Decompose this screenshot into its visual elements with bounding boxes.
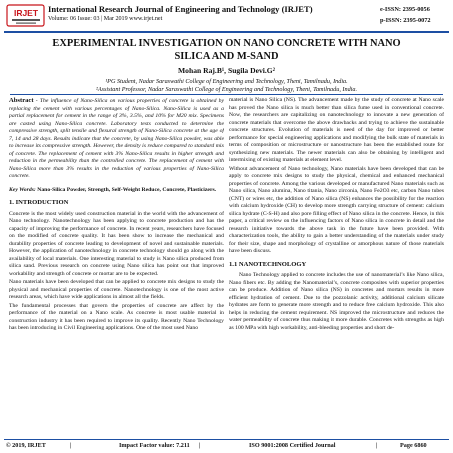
footer-impact-factor: Impact Factor value: 7.211	[119, 442, 190, 449]
p-issn: p-ISSN: 2395-0072	[380, 17, 431, 24]
paper-title	[10, 37, 443, 63]
svg-text:IRJET: IRJET	[13, 8, 39, 18]
nanotech-paragraph: Nano Technology applied to concrete includes the use of nanomaterial’s like Nano silica, Nano fibers etc. By adding the Nanomaterial’s, concrete composites with superior properties can be produce. Addition of Nano silica (NS) in concretes and mortars results in more efficient hydration of cement. Due to the pozzolanic activity, additional calcium silicate hydrates are form to generate more strength and to reduce free calcium hydroxide. This also helps in reducing the cement requirement. NS improved the microstructure and reduces the water permeability of concrete thus making it more durable. Concretes with strengths as high as 100 MPa with high workability, anti-bleeding properties and short de-	[229, 272, 444, 331]
left-column	[9, 97, 224, 437]
right-paragraph-1: material is Nano Silica (NS). The advancement made by the study of concrete at Nano scale has proved the Nano silica is much better than silica fume used in conventional concrete. Now, the researchers are capitalizing on nanotechnology to innovate a new generation of concrete materials that overcome the above drawbacks and trying to achieve the sustainable concrete structures. Evolution of materials is need of the day for improved or better performance for special engineering applications and modifying the bulk state of materials in terms of composition or microstructure or nanostructure has been the established route for synthesizing new materials. The newer materials can also be obtaining by intelligent and intermixing of existing materials at element level.	[229, 97, 444, 163]
journal-title: International Research Journal of Engineering and Technology (IRJET)	[48, 4, 313, 14]
section-heading-nanotechnology: 1.1 NANOTECHNOLOGY	[229, 260, 307, 268]
right-column	[229, 97, 444, 437]
footer-separator: |	[199, 442, 201, 449]
keywords-label: Key Words:	[9, 186, 36, 193]
paper-title-line2: SILICA AND M-SAND	[174, 51, 279, 62]
e-issn: e-ISSN: 2395-0056	[380, 6, 430, 13]
intro-paragraph-1: Concrete is the most widely used construction material in the world with the advancement of Nano technology. Nanotechnology has been applying to concrete production and has the capacity of improving the performance of concrete. In recent years, researchers have focused on the modified of concrete quality. It has been show to increase the mechanical and durability properties of concrete leading to development of novel and sustainable materials. However, the application of nanotechnology in concrete technology should go along with the availability of local materials. One interesting material to study is Nano silica produced from silica sand. Previous research on concrete using Nano silica has point out that improved workability and strength of concrete or mortar are to be expected.	[9, 210, 224, 277]
keywords-paragraph	[9, 187, 224, 195]
footer-iso: ISO 9001:2008 Certified Journal	[249, 442, 336, 449]
footer-copyright: © 2019, IRJET	[6, 442, 46, 449]
footer-rule	[4, 439, 449, 440]
page-footer	[4, 442, 449, 452]
title-rule	[10, 94, 443, 95]
issn-block	[380, 4, 448, 26]
footer-page-number: Page 6860	[400, 442, 427, 449]
keywords-text: Nano-Silica Powder, Strength, Self-Weight Reduce, Concrete, Plasticizers.	[35, 186, 217, 193]
header-rule	[4, 31, 449, 33]
journal-header	[6, 3, 447, 31]
right-paragraph-2: Without advancement of Nano technology, Nano materials have been developed that can be apply to concrete mix designs to study the physical, chemical and enhanced mechanical properties of concrete. Among the various developed or manufactured Nano materials such as Nano silica, Nano alumina, Nano titania, Nano zirconia, Nano Fe2O3 etc, carbon Nano tubes (CNT) or wires etc, the addition of Nano silica (NS) enhances the possibility for the reaction with calcium hydroxide (CH) to develop more strength carrying structure of cement: calcium silica hydrate (C-S-H) and also pore filling effect of Nano silica in the concrete. Hence, in this paper, a critical review on the influencing factors of Nano silica in concrete in detail and the research initiative towards the above task in the future have been provided. With characterization tools, the ability to gain a better understanding of the materials under study for their size, shape and morphology of crystalline or amorphous nature of those materials have been discuss.	[229, 165, 444, 254]
intro-paragraph-2: Nano materials have been developed that can be applied to concrete mix designs to study the physical and mechanical properties of concrete. Nanotechnology is one of the most active research areas, which have wide applications in almost all the fields.	[9, 279, 224, 300]
volume-issue-line: Volume: 06 Issue: 03 | Mar 2019 www.irjet.net	[48, 16, 163, 22]
footer-separator: |	[70, 442, 72, 449]
intro-paragraph-3: The fundamental processes that govern the properties of concrete are affect by the performance of the material on a Nano scale. As concrete is most usable material in construction industry it has been required to improve its quality. Recently Nano Technology has been introducing in Civil Engineering applications. One of the most used Nano	[9, 302, 224, 331]
affiliation-1: ¹PG Student, Nadar Saraswathi College of Engineering and Technology, Theni, Tamilnadu, India.	[105, 78, 348, 85]
abstract-label: Abstract	[9, 97, 34, 104]
abstract-text: - The influence of Nano-Silica on various properties of concrete is obtained by replacing the cement with various percentages of Nano-Silica. Nano-Silica is used as a partial replacement for cement in the range of 3%, 3.5%, and 10% for M20 mix. Specimens are casted using Nano-Silica concrete. Laboratory tests conducted to determine the compressive strength, split tensile and flexural strength of Nano-Silica concrete at the age of 7, 14 and 28 days. Results indicate that the concrete, by using Nano-Silica powder, was able to increase its compressive strength. However, the density is reduce compared to standard mix of concrete. The replacement of cement with 3% Nano-Silica results in higher strength and reduction in the permeability than the controlled concrete. The replacement of cement with Nano-Silica more than 3% results in the reduction of various properties of Nano-Silica concrete.	[9, 98, 224, 179]
paper-authors: Mohan Raj.B¹, Sugila Devi.G²	[178, 66, 275, 75]
section-heading-introduction: 1. INTRODUCTION	[9, 199, 69, 206]
abstract-paragraph	[9, 97, 224, 181]
footer-separator: |	[376, 442, 378, 449]
paper-title-line1: EXPERIMENTAL INVESTIGATION ON NANO CONCRETE WITH NANO	[52, 38, 401, 49]
irjet-logo	[6, 3, 46, 28]
affiliation-2: ²Assistant Professor, Nadar Saraswathi College of Engineering and Technology, Theni, Tamilnadu, India.	[95, 86, 358, 93]
